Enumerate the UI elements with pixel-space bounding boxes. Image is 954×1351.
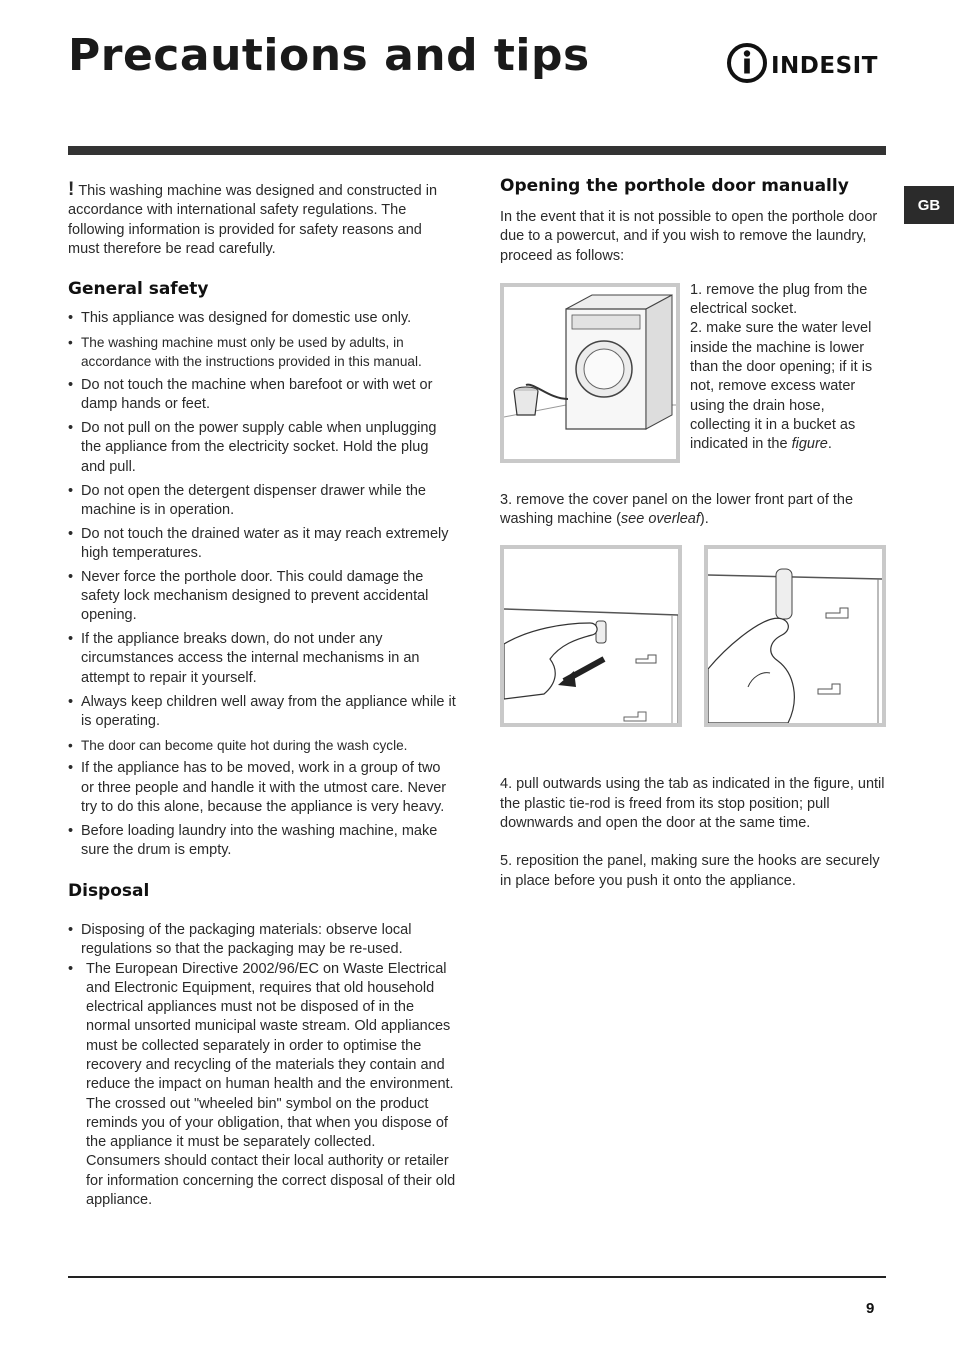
language-tab: GB: [904, 186, 954, 224]
disposal-list: [68, 921, 456, 1210]
general-safety-list: [68, 309, 456, 860]
intro-paragraph: [68, 180, 456, 259]
step-5: 5. reposition the panel, making sure the hooks are securely in place before you push it onto the appliance.: [500, 853, 880, 889]
washing-machine-drain-illustration: [500, 283, 680, 463]
list-item: • The washing machine must only be used by adults, in accordance with the instructions provided in this manual.: [68, 333, 456, 372]
list-item: • If the appliance breaks down, do not under any circumstances access the internal mechanisms in an attempt to repair it yourself.: [68, 630, 456, 688]
list-item: • Never force the porthole door. This could damage the safety lock mechanism designed to prevent accidental opening.: [68, 568, 456, 626]
header-rule: [68, 146, 886, 155]
left-column: [68, 180, 456, 1210]
list-item: • The door can become quite hot during the wash cycle.: [68, 736, 456, 755]
list-item: • Do not touch the machine when barefoot or with wet or damp hands or feet.: [68, 376, 456, 415]
indesit-logo: [726, 42, 888, 84]
list-item: • If the appliance has to be moved, work in a group of two or three people and handle it with the utmost care. Never try to do this alone, because the appliance is very heavy.: [68, 759, 456, 817]
list-item: • Do not touch the drained water as it may reach extremely high temperatures.: [68, 525, 456, 564]
porthole-heading: Opening the porthole door manually: [500, 176, 849, 196]
list-item: • Before loading laundry into the washing machine, make sure the drum is empty.: [68, 822, 456, 861]
weee-text-continued: Consumers should contact their local authority or retailer for information concerning the correct disposal of their old appliance.: [86, 1153, 456, 1209]
list-item: • Do not pull on the power supply cable when unplugging the appliance from the electricity socket. Hold the plug and pull.: [68, 419, 456, 477]
brand-wordmark: INDESIT: [771, 53, 878, 79]
page-title: Precautions and tips: [68, 30, 590, 81]
footer-rule: [68, 1276, 886, 1278]
list-item: [68, 960, 456, 1211]
panel-tab-pull-illustration: [500, 545, 682, 727]
intro-text: This washing machine was designed and constructed in accordance with international safety regulations. The following information is provided for safety reasons and must therefore be read carefully.: [68, 183, 438, 257]
general-safety-heading: General safety: [68, 279, 209, 300]
step-3: 3. remove the cover panel on the lower front part of the washing machine (see overleaf).: [500, 491, 854, 528]
list-item: • Always keep children well away from the appliance while it is operating.: [68, 693, 456, 732]
porthole-intro: In the event that it is not possible to open the porthole door due to a powercut, and if you wish to remove the laundry, proceed as follows:: [500, 209, 878, 264]
weee-text: • The European Directive 2002/96/EC on Waste Electrical and Electronic Equipment, requires that old household electrical appliances must not be disposed of in the normal unsorted municipal waste stream. Old appliances must be collected separately in order to optimise the recovery and recycling of the materials they contain and reduce the impact on human health and the environment. The crossed out "wheeled bin" symbol on the product reminds you of your obligation, that when you dispose of the appliance it must be separately collected.: [86, 960, 454, 1151]
step-2: 2. make sure the water level inside the machine is lower than the door opening; if it is not, remove excess water using the drain hose, collecting it in a bucket as indicated in the figure.: [690, 320, 873, 453]
disposal-heading: Disposal: [68, 880, 150, 901]
page-number: 9: [866, 1300, 875, 1317]
tie-rod-release-illustration: [704, 545, 886, 727]
step-1: 1. remove the plug from the electrical socket.: [690, 281, 868, 318]
right-column: [500, 176, 888, 891]
list-item: • This appliance was designed for domestic use only.: [68, 309, 456, 328]
list-item: • Disposing of the packaging materials: observe local regulations so that the packaging may be re-used.: [68, 921, 456, 960]
step-4: 4. pull outwards using the tab as indicated in the figure, until the plastic tie-rod is freed from its stop position; pull downwards and open the door at the same time.: [500, 776, 885, 832]
warning-mark: !: [68, 179, 75, 200]
list-item: • Do not open the detergent dispenser drawer while the machine is in operation.: [68, 482, 456, 521]
